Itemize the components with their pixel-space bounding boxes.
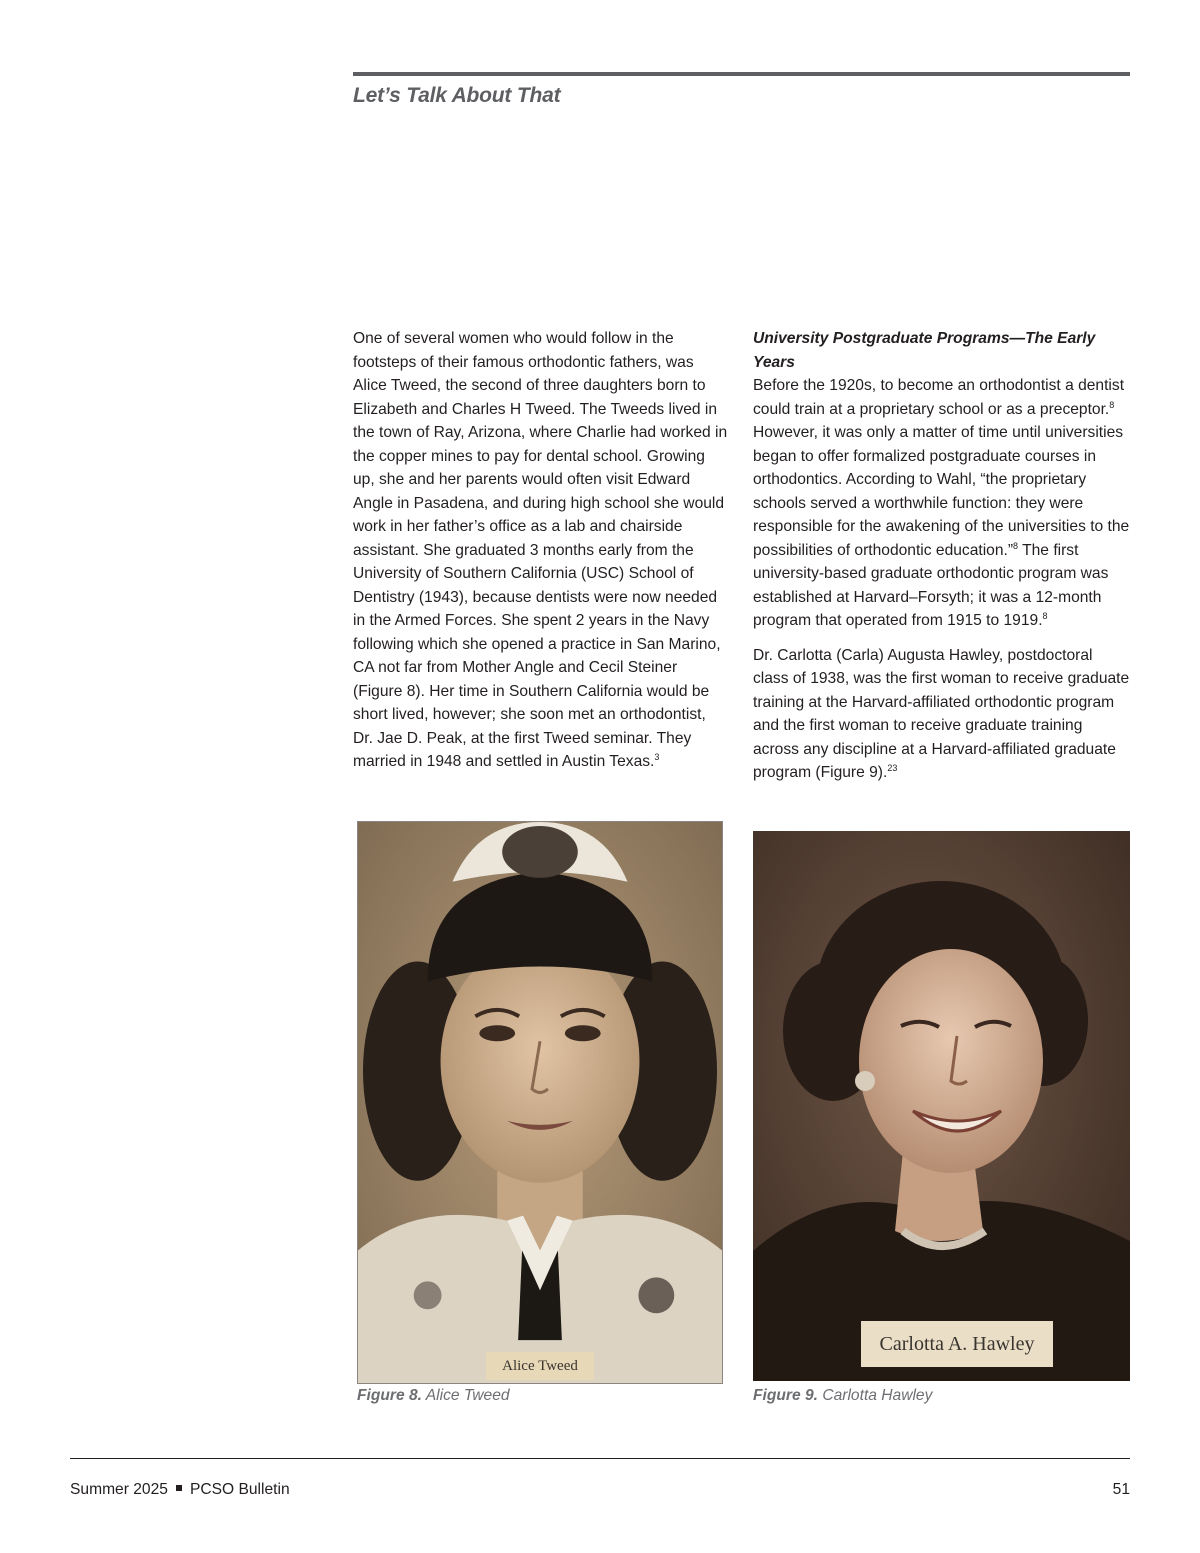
figure-8-caption <box>357 1387 510 1405</box>
paragraph-text: The first university-based graduate orthodontic program was established at Harvard–Forsyth; it was a 12-month program that operated from 1915 to 1919. <box>753 541 1109 629</box>
figure-9-caption <box>753 1387 932 1405</box>
carlotta-hawley-portrait <box>753 831 1130 1381</box>
figure-8-label: Figure 8. <box>357 1387 422 1404</box>
figure-9-photo <box>753 831 1130 1381</box>
paragraph-text: One of several women who would follow in the footsteps of their famous orthodontic fathers, was Alice Tweed, the second of three daughters born to Elizabeth and Charles H Tweed. The Tweeds lived in the town of Ray, Arizona, where Charlie had worked in the copper mines to pay for dental school. Growing up, she and her parents would often visit Edward Angle in Pasadena, and during high school she would work in her father’s office as a lab and chairside assistant. She graduated 3 months early from the University of Southern California (USC) School of Dentistry (1943), because dentists were now needed in the Armed Forces. She spent 2 years in the Navy following which she opened a practice in San Marino, CA not far from Mother Angle and Cecil Steiner (Figure 8). Her time in Southern California would be short lived, however; she soon met an orthodontist, Dr. Jae D. Peak, at the first Tweed seminar. They married in 1948 and settled in Austin Texas. <box>353 330 728 770</box>
footer-publication: PCSO Bulletin <box>189 1481 290 1498</box>
reference-superscript: 3 <box>654 751 660 762</box>
figure-9-label: Figure 9. <box>753 1387 818 1404</box>
footer-issue: Summer 2025 <box>70 1481 168 1498</box>
reference-superscript: 23 <box>887 762 898 773</box>
reference-superscript: 8 <box>1013 540 1019 551</box>
header-rule <box>353 72 1130 76</box>
square-bullet-icon <box>176 1485 182 1491</box>
subheading: University Postgraduate Programs—The Early Years <box>753 330 1096 371</box>
paragraph-text: Before the 1920s, to become an orthodontist a dentist could train at a proprietary school or as a preceptor. <box>753 377 1125 418</box>
reference-superscript: 8 <box>1042 610 1048 621</box>
footer-rule <box>70 1458 1130 1459</box>
alice-tweed-nameplate: Alice Tweed <box>486 1352 594 1380</box>
left-column <box>353 327 730 785</box>
footer-publication-info <box>70 1481 290 1499</box>
section-title: Let’s Talk About That <box>353 84 561 107</box>
reference-superscript: 8 <box>1109 399 1115 410</box>
paragraph-text: However, it was only a matter of time until universities began to offer formalized postgraduate courses in orthodontics. According to Wahl, “the proprietary schools served a worthwhile function: they were responsible for the awakening of the universities to the possibilities of orthodontic education.” <box>753 424 1130 559</box>
figure-8-photo <box>357 821 723 1384</box>
carlotta-hawley-nameplate: Carlotta A. Hawley <box>861 1321 1053 1367</box>
university-programs-paragraph <box>753 327 1131 633</box>
carlotta-hawley-paragraph <box>753 644 1131 785</box>
alice-tweed-paragraph <box>353 327 730 774</box>
figure-8-caption-text: Alice Tweed <box>425 1387 510 1404</box>
right-column <box>753 327 1131 796</box>
alice-tweed-portrait <box>358 822 722 1383</box>
paragraph-text: Dr. Carlotta (Carla) Augusta Hawley, postdoctoral class of 1938, was the first woman to receive graduate training at the Harvard-affiliated orthodontic program and the first woman to receive graduate training across any discipline at a Harvard-affiliated graduate program (Figure 9). <box>753 646 1130 781</box>
figure-9-caption-text: Carlotta Hawley <box>822 1387 933 1404</box>
page-number: 51 <box>1112 1481 1130 1498</box>
